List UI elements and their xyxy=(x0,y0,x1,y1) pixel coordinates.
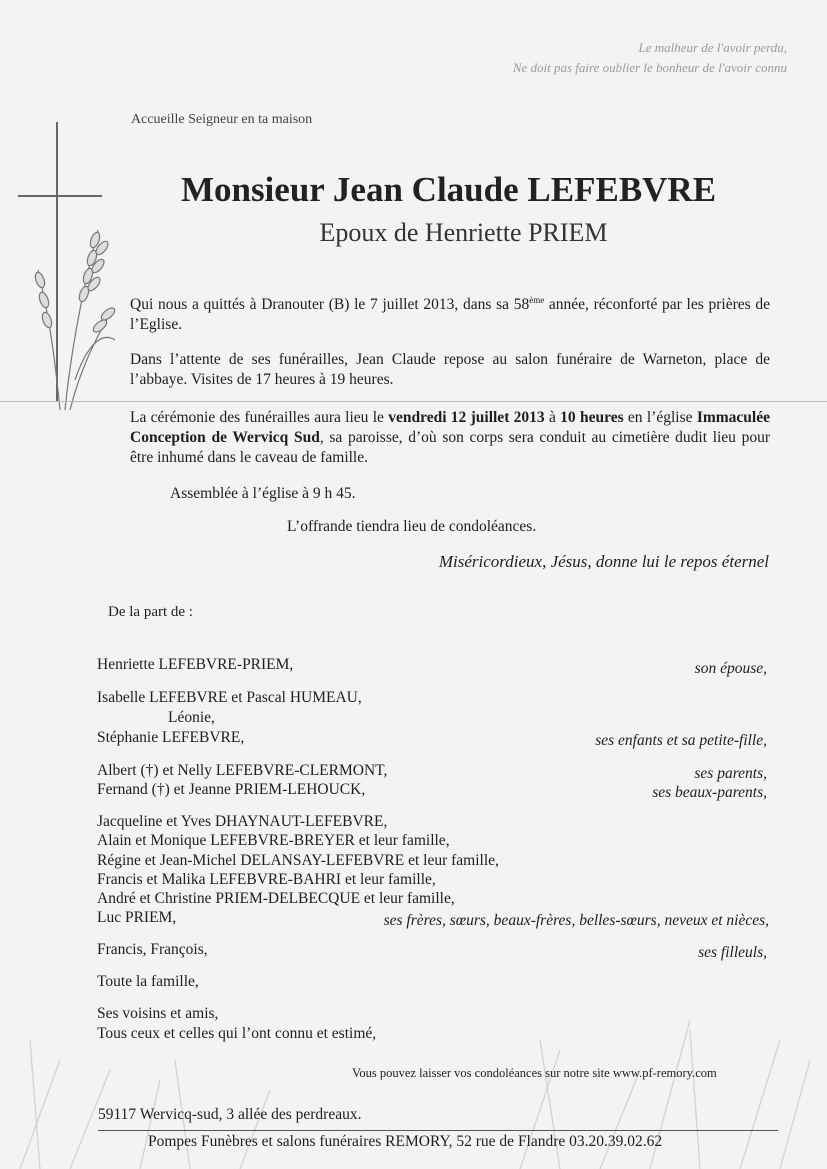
funeral-home-line: Pompes Funèbres et salons funéraires REMORY, 52 rue de Flandre 03.20.39.02.62 xyxy=(148,1133,663,1150)
neighbours: Ses voisins et amis, xyxy=(97,1005,219,1022)
parents-rest: et Nelly LEFEBVRE-CLERMONT, xyxy=(158,762,388,779)
ceremony-t1: La cérémonie des funérailles aura lieu le xyxy=(130,409,389,426)
deceased-name: Monsieur Jean Claude LEFEBVRE xyxy=(180,170,717,209)
from-label: De la part de : xyxy=(108,604,193,620)
children-relation: ses enfants et sa petite-fille, xyxy=(595,732,767,749)
grandchild: Léonie, xyxy=(168,709,215,726)
condolences-line: Vous pouvez laisser vos condoléances sur notre site www.pf-remory.com xyxy=(352,1066,717,1080)
address-line: 59117 Wervicq-sud, 3 allée des perdreaux. xyxy=(98,1106,362,1123)
fold-line xyxy=(0,401,827,402)
wife-relation: son épouse, xyxy=(694,660,767,677)
sibling-3: Régine et Jean-Michel DELANSAY-LEFEBVRE et leur famille, xyxy=(97,852,499,869)
godchildren: Francis, François, xyxy=(97,941,208,958)
spouse-line: Epoux de Henriette PRIEM xyxy=(319,218,608,247)
assembly-line: Assemblée à l’église à 9 h 45. xyxy=(170,485,356,502)
sibling-6: Luc PRIEM, xyxy=(97,909,177,926)
wife-name: Henriette LEFEBVRE-PRIEM, xyxy=(97,656,294,673)
inlaws-relation: ses beaux-parents, xyxy=(652,784,767,801)
sibling-2: Alain et Monique LEFEBVRE-BREYER et leur famille, xyxy=(97,832,450,849)
sibling-5: André et Christine PRIEM-DELBECQUE et leur famille, xyxy=(97,890,455,907)
footer-divider xyxy=(98,1130,778,1131)
sibling-1: Jacqueline et Yves DHAYNAUT-LEFEBVRE, xyxy=(97,813,388,830)
ceremony-date: vendredi 12 juillet 2013 xyxy=(388,409,545,426)
all-who-knew: Tous ceux et celles qui l’ont connu et estimé, xyxy=(97,1025,377,1042)
cross-glyph-icon: † xyxy=(156,781,165,798)
ceremony-t2: à xyxy=(544,409,561,426)
offering-line: L’offrande tiendra lieu de condoléances. xyxy=(287,518,537,535)
death-text-before: Qui nous a quittés à Dranouter (B) le 7 juillet 2013, dans sa 58 xyxy=(130,296,530,314)
inlaws-father: Fernand xyxy=(97,781,148,798)
epigraph-line-1: Le malheur de l'avoir perdu, xyxy=(638,40,787,55)
parents-relation: ses parents, xyxy=(694,765,767,782)
ceremony-t3: en l’église xyxy=(623,409,697,426)
inlaws-rest: et Jeanne PRIEM-LEHOUCK, xyxy=(169,781,366,798)
ceremony-church: Immaculée Conception de Wervicq Sud xyxy=(130,409,770,446)
cross-glyph-icon: † xyxy=(145,762,154,779)
death-superscript: ème xyxy=(529,295,545,305)
death-paragraph xyxy=(130,290,770,335)
invocation-line: Miséricordieux, Jésus, donne lui le repos éternel xyxy=(438,552,769,571)
siblings-relation: ses frères, sœurs, beaux-frères, belles-sœurs, neveux et nièces, xyxy=(383,912,769,929)
godchildren-relation: ses filleuls, xyxy=(698,944,767,961)
parents-father: Albert xyxy=(97,762,137,779)
child-1: Isabelle LEFEBVRE et Pascal HUMEAU, xyxy=(97,689,362,706)
epigraph-line-2: Ne doit pas faire oublier le bonheur de l'avoir connu xyxy=(512,60,787,75)
ceremony-time: 10 heures xyxy=(560,409,624,426)
ceremony-t4: , sa paroisse, d’où son corps sera conduit au cimetière dudit lieu pour être inhumé dans le caveau de famille. xyxy=(130,429,771,466)
parents-line: Albert (†) et Nelly LEFEBVRE-CLERMONT, xyxy=(97,762,388,779)
prayer-line: Accueille Seigneur en ta maison xyxy=(131,112,313,127)
inlaws-line: Fernand (†) et Jeanne PRIEM-LEHOUCK, xyxy=(97,781,366,798)
whole-family: Toute la famille, xyxy=(97,973,199,990)
wake-paragraph: Dans l’attente de ses funérailles, Jean Claude repose au salon funéraire de Warneton, place de l’abbaye. Visites de 17 heures à 19 heures. xyxy=(130,351,770,388)
ceremony-paragraph xyxy=(130,408,770,468)
death-text-after: année, réconforté par les prières de l’Eglise. xyxy=(130,296,770,334)
child-2: Stéphanie LEFEBVRE, xyxy=(97,729,245,746)
sibling-4: Francis et Malika LEFEBVRE-BAHRI et leur famille, xyxy=(97,871,436,888)
